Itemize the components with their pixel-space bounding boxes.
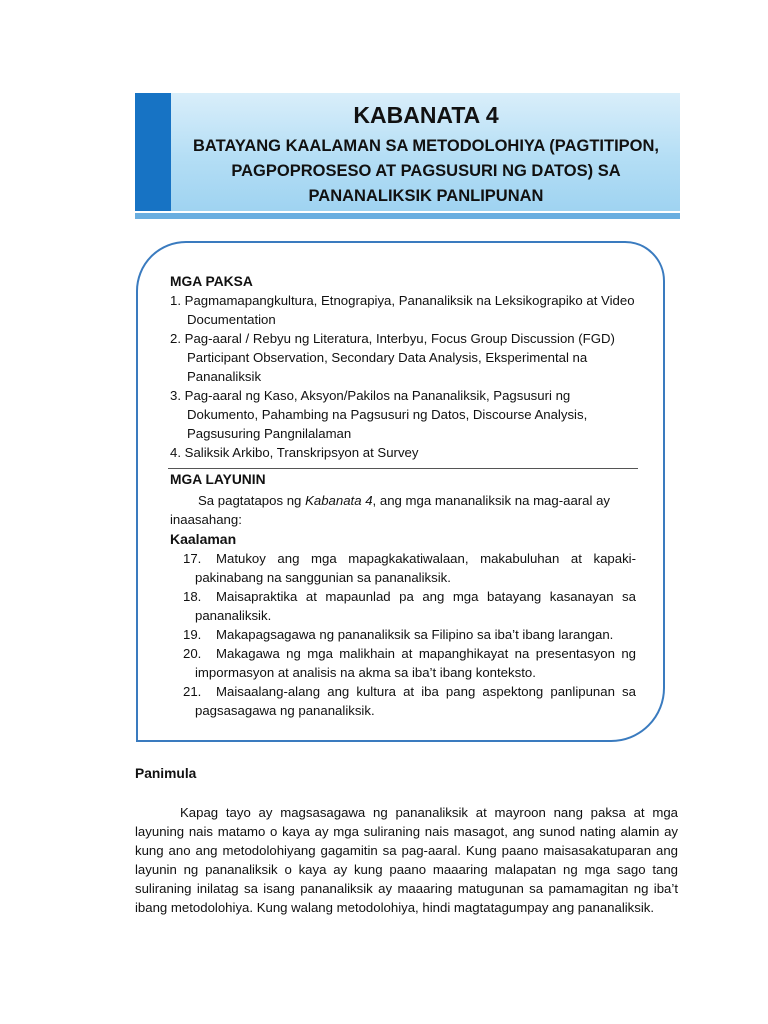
topic-item: 2. Pag-aaral / Rebyu ng Literatura, Interbyu, Focus Group Discussion (FGD) Participant Observation, Secondary Data Analysis, Eksperimental na Pananaliksik [170,331,615,384]
objective-number: 21. [183,684,202,699]
chapter-subtitle: BATAYANG KAALAMAN SA METODOLOHIYA (PAGTITIPON, PAGPOPROSESO AT PAGSUSURI NG DATOS) SA PANANALIKSIK PANLIPUNAN [193,137,659,205]
objective-text: Maisapraktika at mapaunlad pa ang mga batayang kasanayan sa pananaliksik. [195,589,636,623]
objectives-intro-end: , ang mga mananaliksik na mag-aaral ay inaasahang: [170,493,611,527]
objective-number: 17. [183,551,202,566]
objective-number: 18. [183,589,202,604]
knowledge-subheading: Kaalaman [170,531,237,547]
objective-number: 20. [183,646,202,661]
objective-item [170,644,636,682]
topics-box-content [170,272,636,720]
section-divider [168,468,638,469]
chapter-heading [176,100,676,209]
objectives-heading: MGA LAYUNIN [170,472,266,487]
objective-item [170,587,636,625]
objective-item [170,682,636,720]
introduction-heading: Panimula [135,766,197,781]
objective-text: Maisaalang-alang ang kultura at iba pang aspektong panlipunan sa pagsasagawa ng pananaliksik. [195,684,636,718]
objective-text: Makagawa ng mga malikhain at mapanghikayat na presentasyon ng impormasyon at analisis na akma sa iba’t ibang konteksto. [195,646,636,680]
topics-heading: MGA PAKSA [170,274,253,289]
objective-text: Matukoy ang mga mapagkakatiwalaan, makabuluhan at kapaki-pakinabang na sanggunian sa pananaliksik. [195,551,636,585]
introduction-paragraph: Kapag tayo ay magsasagawa ng pananaliksik at mayroon nang paksa at mga layuning nais matamo o kaya ay mga suliraning nais masagot, ang sunod nating alamin ay kung ano ang metodolohiyang gagamitin sa pag-aaral. Kung paano maisasakatuparan ang layunin ng pananaliksik o kaya ay kung paano maaaring malapatan ng mga sago tang suliraning inilatag sa isang pananaliksik ay maaaring matugunan sa pamamagitan ng iba’t ibang metodolohiya. Kung walang metodolohiya, hindi magtatagumpay ang pananaliksik. [135,805,678,915]
topic-item: 3. Pag-aaral ng Kaso, Aksyon/Pakilos na Pananaliksik, Pagsusuri ng Dokumento, Pahambing na Pagsusuri ng Datos, Discourse Analysis, Pagsusuring Pangnilalaman [170,388,588,441]
topic-item: 1. Pagmamapangkultura, Etnograpiya, Pananaliksik na Leksikograpiko at Video Documentation [170,293,635,327]
objectives-intro-chapter: Kabanata 4 [305,493,373,508]
objective-text: Makapagsagawa ng pananaliksik sa Filipino sa iba’t ibang larangan. [216,627,614,642]
topic-item: 4. Saliksik Arkibo, Transkripsyon at Survey [170,445,419,460]
objectives-intro-start: Sa pagtatapos ng [198,493,306,508]
objective-number: 19. [183,627,202,642]
banner-underline [135,213,680,219]
chapter-title: KABANATA 4 [353,102,499,128]
objective-item [170,549,636,587]
objectives-intro [170,491,636,529]
banner-accent-bar [135,93,171,211]
objective-item [170,625,636,644]
